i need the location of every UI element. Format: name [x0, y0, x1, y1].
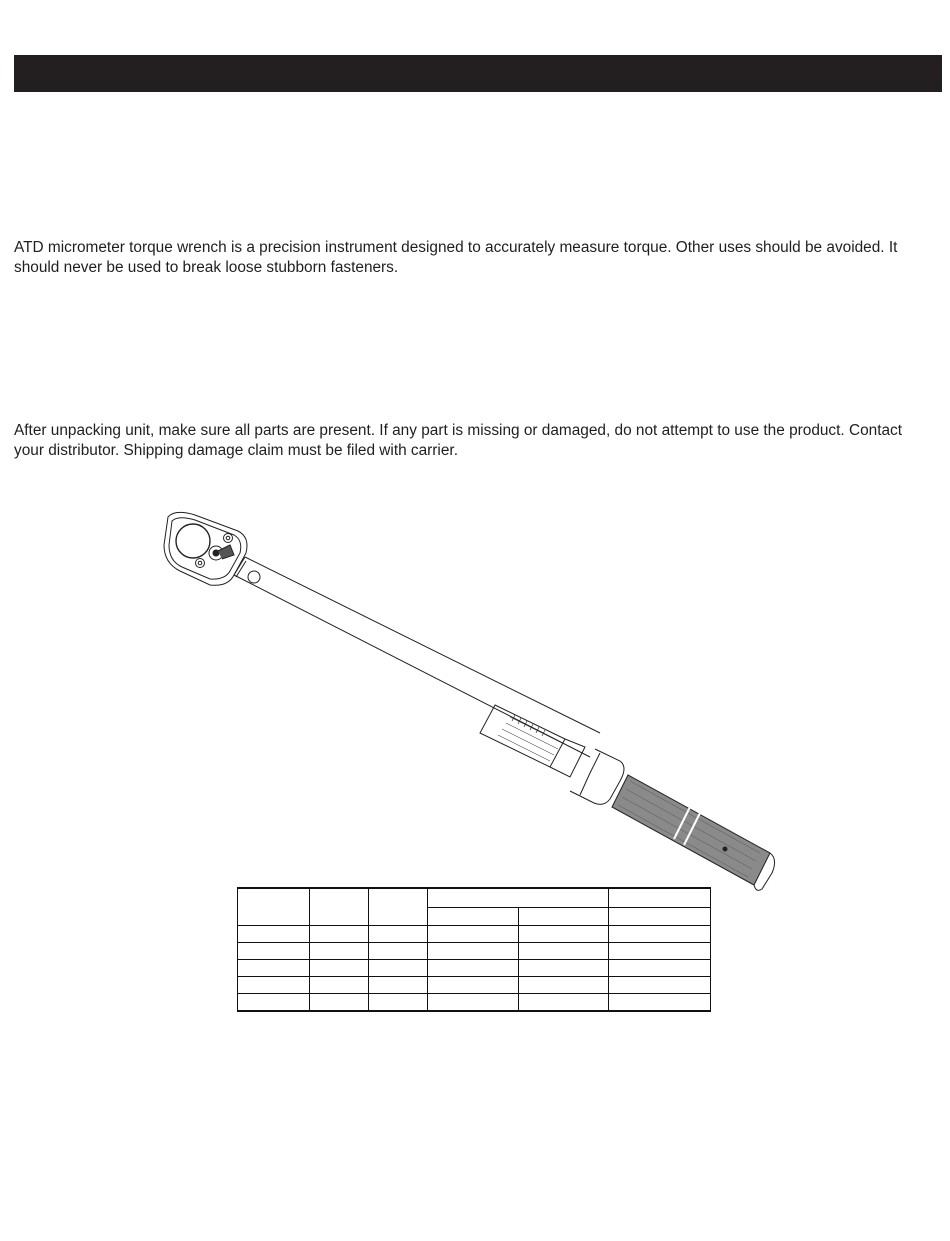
table-cell	[369, 977, 428, 994]
table-header-cell	[428, 907, 519, 925]
table-cell	[238, 926, 310, 943]
table-cell	[310, 943, 369, 960]
table-cell	[428, 943, 519, 960]
table-row	[238, 926, 711, 943]
table-cell	[428, 960, 519, 977]
intro-paragraph: ATD micrometer torque wrench is a precision instrument designed to accurately measure torque. Other uses should be avoided. It should never be used to break loose stubborn fasteners.	[14, 239, 898, 276]
table-header-cell	[609, 888, 711, 907]
table-cell	[519, 926, 609, 943]
table-cell	[310, 926, 369, 943]
table-header-cell	[369, 888, 428, 926]
table-header-cell	[519, 907, 609, 925]
table-cell	[238, 994, 310, 1012]
table-cell	[238, 960, 310, 977]
table-cell	[519, 994, 609, 1012]
table-cell	[310, 977, 369, 994]
table-cell	[238, 943, 310, 960]
table-header-cell	[238, 888, 310, 926]
torque-wrench-illustration	[150, 505, 790, 900]
table-row	[238, 943, 711, 960]
table-row	[238, 994, 711, 1012]
table-header-row	[238, 888, 711, 907]
torque-wrench-icon	[150, 505, 790, 900]
table-cell	[369, 926, 428, 943]
table-cell	[369, 943, 428, 960]
table-cell	[310, 994, 369, 1012]
table-cell	[609, 943, 711, 960]
table-row	[238, 960, 711, 977]
section-header-bar	[14, 55, 942, 92]
table-cell	[369, 994, 428, 1012]
table-cell	[238, 977, 310, 994]
unpacking-paragraph: After unpacking unit, make sure all parts are present. If any part is missing or damaged, do not attempt to use the product. Contact your distributor. Shipping damage claim must be filed with carrier.	[14, 422, 902, 459]
table-cell	[609, 960, 711, 977]
table-cell	[310, 960, 369, 977]
table-row	[238, 977, 711, 994]
table-cell	[519, 977, 609, 994]
table-cell	[428, 994, 519, 1012]
specification-table	[237, 887, 711, 1012]
table-cell	[609, 994, 711, 1012]
table-cell	[369, 960, 428, 977]
table-header-cell	[428, 888, 609, 907]
table-cell	[519, 960, 609, 977]
table-header-cell	[609, 907, 711, 925]
table-cell	[609, 926, 711, 943]
table-cell	[428, 926, 519, 943]
table-header-cell	[310, 888, 369, 926]
table-cell	[428, 977, 519, 994]
table-cell	[519, 943, 609, 960]
table-cell	[609, 977, 711, 994]
